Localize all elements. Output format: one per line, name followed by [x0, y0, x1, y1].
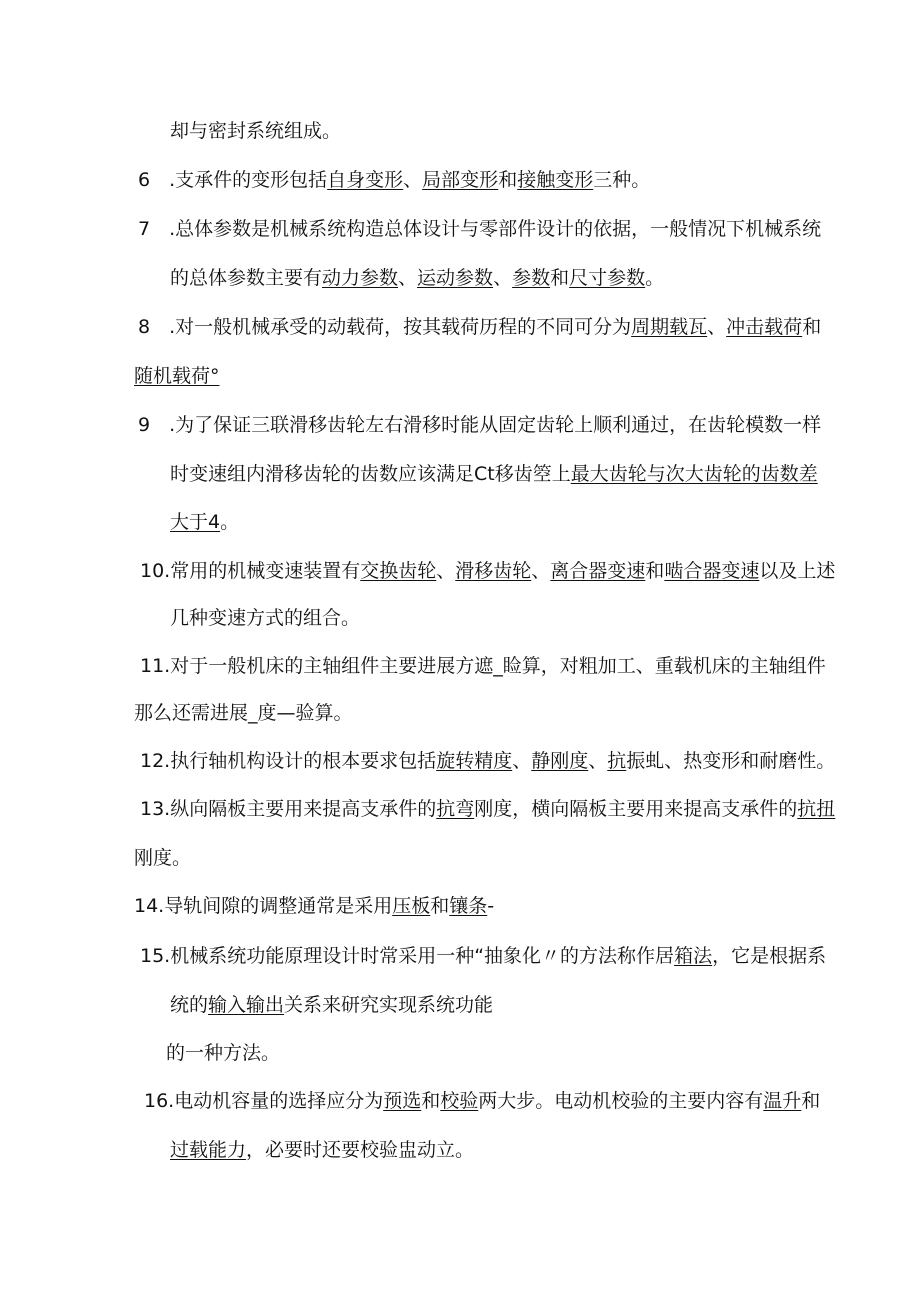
text-line — [170, 119, 341, 145]
answer-blank: 大于4 — [170, 511, 221, 533]
answer-blank: 箱法 — [674, 945, 713, 967]
text-line — [138, 315, 821, 341]
answer-blank: 预选 — [383, 1090, 422, 1112]
text-segment: 、 — [403, 169, 423, 191]
text-segment: 、 — [493, 267, 513, 289]
text-line — [138, 217, 821, 243]
text-segment: 13.纵向隔板主要用来提高支承件的 — [140, 798, 437, 820]
text-segment: 关系来研究实现系统功能 — [284, 994, 494, 1016]
text-segment: 时变速组内滑移齿轮的齿数应该满足Ct移齿箜上 — [170, 463, 571, 485]
text-segment: 和 — [550, 267, 570, 289]
text-line — [140, 749, 835, 775]
text-line — [134, 701, 353, 727]
text-segment: 那么还需进展_度—验算。 — [134, 702, 353, 724]
text-segment: 、 — [398, 267, 418, 289]
answer-blank: 交换齿轮 — [360, 560, 437, 582]
text-segment: 振虬、热变形和耐磨性。 — [626, 750, 836, 772]
text-line — [140, 559, 835, 585]
answer-blank: 镶条 — [449, 895, 488, 917]
text-line — [138, 168, 650, 194]
answer-blank: 输入输出 — [208, 994, 285, 1016]
text-segment: 的一种方法。 — [166, 1042, 281, 1064]
text-segment: - — [487, 895, 495, 917]
answer-blank: 尺寸参数 — [569, 267, 646, 289]
answer-blank: 参数 — [512, 267, 551, 289]
text-line — [134, 846, 191, 872]
text-segment: 、 — [588, 750, 608, 772]
answer-blank: 温升 — [763, 1090, 802, 1112]
text-segment: 6 .支承件的变形包括 — [138, 169, 328, 191]
text-segment: 。 — [220, 511, 240, 533]
answer-blank: 校验 — [440, 1090, 479, 1112]
text-segment: 、 — [531, 560, 551, 582]
text-segment: 、 — [707, 316, 727, 338]
text-segment: 15.机械系统功能原理设计时常采用一种“抽象化〃的方法称作居 — [140, 945, 675, 967]
answer-blank: 运动参数 — [417, 267, 494, 289]
answer-blank: 最大齿轮与次大齿轮的齿数差 — [570, 463, 818, 485]
answer-blank: 局部变形 — [422, 169, 499, 191]
text-segment: 刚度。 — [134, 847, 192, 869]
answer-blank: 旋转精度 — [436, 750, 513, 772]
text-line — [170, 510, 239, 536]
text-segment: 三种。 — [593, 169, 651, 191]
text-segment: ，它是根据系 — [712, 945, 827, 967]
text-line — [134, 364, 220, 390]
text-line — [170, 1138, 474, 1164]
answer-blank: 啮合器变速 — [664, 560, 760, 582]
answer-blank: 冲击载荷 — [726, 316, 803, 338]
text-segment: 14.导轨间隙的调整通常是采用 — [134, 895, 393, 917]
text-line — [140, 654, 826, 680]
answer-blank: 压板 — [392, 895, 431, 917]
answer-blank: 静刚度 — [531, 750, 589, 772]
answer-blank: 过载能力 — [170, 1139, 247, 1161]
answer-blank: 接触变形 — [517, 169, 594, 191]
answer-blank: 抗扭 — [797, 798, 836, 820]
text-segment: 和 — [801, 1090, 821, 1112]
text-segment: 以及上述 — [759, 560, 836, 582]
text-segment: 和 — [498, 169, 518, 191]
text-segment: 和 — [645, 560, 665, 582]
answer-blank: 抗弯 — [436, 798, 475, 820]
text-line — [170, 266, 664, 292]
text-line — [170, 462, 818, 488]
answer-blank: 离合器变速 — [550, 560, 646, 582]
text-segment: 和 — [421, 1090, 441, 1112]
text-segment: 却与密封系统组成。 — [170, 120, 342, 142]
text-segment: 9 .为了保证三联滑移齿轮左右滑移时能从固定齿轮上顺利通过，在齿轮模数一样 — [138, 414, 822, 436]
answer-blank: 自身变形 — [327, 169, 404, 191]
text-segment: 12.执行轴机构设计的根本要求包括 — [140, 750, 437, 772]
text-segment: 。 — [645, 267, 665, 289]
text-segment: 刚度，横向隔板主要用来提高支承件的 — [474, 798, 798, 820]
text-line — [170, 606, 360, 632]
answer-blank: 抗 — [607, 750, 627, 772]
text-segment: 11.对于一般机床的主轴组件主要进展方遮_睑算，对粗加工、重载机床的主轴组件 — [140, 655, 826, 677]
answer-blank: 动力参数 — [322, 267, 399, 289]
text-segment: 和 — [430, 895, 450, 917]
text-line — [170, 993, 493, 1019]
text-line — [166, 1041, 280, 1067]
text-line — [138, 413, 821, 439]
text-line — [140, 797, 835, 823]
answer-blank: 随机载荷° — [134, 365, 220, 387]
text-segment: 和 — [802, 316, 822, 338]
text-line — [134, 894, 494, 920]
text-segment: 几种变速方式的组合。 — [170, 607, 361, 629]
text-line — [144, 1089, 820, 1115]
text-segment: 、 — [436, 560, 456, 582]
text-segment: ，必要时还要校验盅动立。 — [246, 1139, 475, 1161]
text-segment: 8 .对一般机械承受的动载荷，按其载荷历程的不同可分为 — [138, 316, 632, 338]
answer-blank: 周期载瓦 — [631, 316, 708, 338]
text-segment: 16.电动机容量的选择应分为 — [144, 1090, 384, 1112]
text-segment: 7 .总体参数是机械系统构造总体设计与零部件设计的依据，一般情况下机械系统 — [138, 218, 822, 240]
text-segment: 两大步。电动机校验的主要内容有 — [478, 1090, 764, 1112]
text-segment: 统的 — [170, 994, 209, 1016]
text-segment: 、 — [512, 750, 532, 772]
text-segment: 的总体参数主要有 — [170, 267, 323, 289]
text-segment: 10.常用的机械变速装置有 — [140, 560, 361, 582]
answer-blank: 滑移齿轮 — [455, 560, 532, 582]
text-line — [140, 944, 826, 970]
